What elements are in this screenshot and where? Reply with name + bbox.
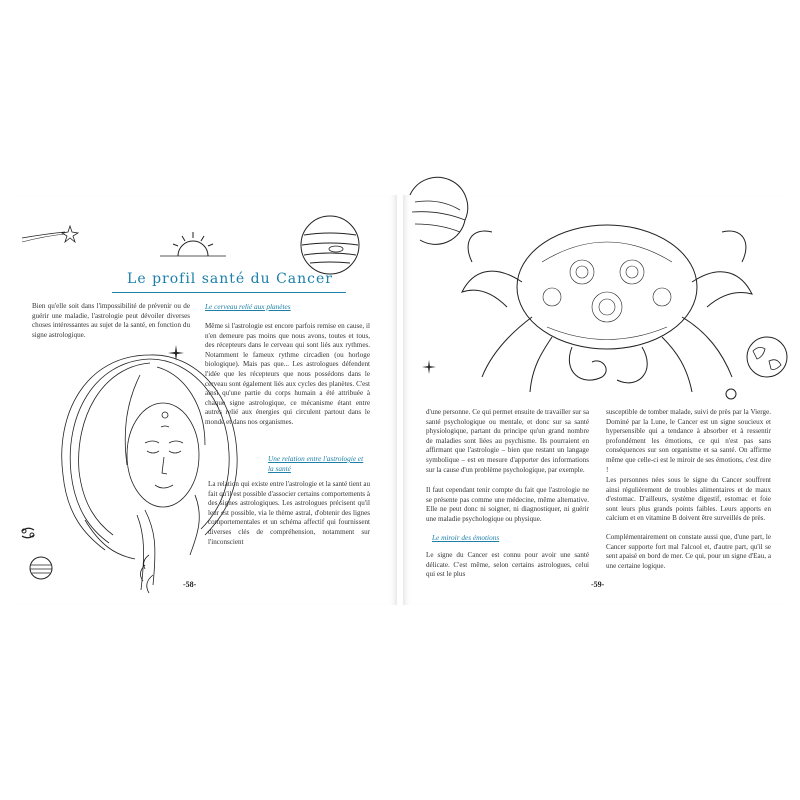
section-heading-relation: Une relation entre l'astrologie et la santé xyxy=(268,454,364,473)
intro-paragraph: Bien qu'elle soit dans l'impossibilité de prévenir ou de guérir une maladie, l'astrologie peut dévoiler diverses choses intéressantes au sujet de la santé, en fonction du signe astrologique. xyxy=(32,302,190,339)
title-underline xyxy=(112,292,346,293)
right-col2-paragraph2: Les personnes nées sous le signe du Cancer souffrent ainsi régulièrement de troubles alimentaires et de maux d'estomac. D'ailleurs, système digestif, estomac et foie sont leurs plus grands points faibles. Leurs apports en calcium et en vitamine B doivent être surveillés de près. xyxy=(606,476,771,523)
section-text-relation: La relation qui existe entre l'astrologie et la santé tient au fait qu'il est possible d'associer certains comportements à des signes astrologiques. Les astrologues précisent qu'il leur est possible, via le thème astral, d'obtenir des lignes comportementales et un schéma affectif qui fournissent diverses clés de compréhension, notamment sur l'inconscient xyxy=(208,480,371,546)
page-number-right: -59- xyxy=(591,580,605,589)
page-title: Le profil santé du Cancer xyxy=(127,271,333,287)
right-col2-paragraph3: Complémentairement on constate aussi que, d'une part, le Cancer supporte fort mal l'alcool et, d'autre part, qu'il se sent apaisé en bord de mer. Ce qui, pour un signe d'Eau, a une certaine logique. xyxy=(606,533,771,570)
section-heading-miroir: Le miroir des émotions xyxy=(432,533,500,542)
section-text-cerveau: Même si l'astrologie est encore parfois remise en cause, il n'en demeure pas moins que nous avons, toutes et tous, des récepteurs dans le cerveau qui sont liés aux rythmes. Notamment le fameux rythme circadien (ou horloge biologique). Mais pas que... Les astrologues défendent l'idée que les récepteurs que nous possédons dans le cerveau sont également liés aux cycles des planètes. C'est ainsi qu'une partie du corps humain a été attribuée à chaque signe astrologique, ce mécanisme étant entre autres relié aux énergies qui circulent partout dans le monde et dans nos organismes. xyxy=(205,322,370,426)
earth-globe-icon xyxy=(745,335,789,379)
right-col2-paragraph1: susceptible de tomber malade, suivi de près par la Vierge. Dominé par la Lune, le Cancer est un signe soucieux et hypersensible qui a tendance à absorber et à ressentir profondément les émotions, ce qui n'est pas sans conséquences sur son organisme et sa santé. On affirme même que celle-ci est le miroir de ses émotions, c'est dire ! xyxy=(606,408,771,474)
right-col1-paragraph1: d'une personne. Ce qui permet ensuite de travailler sur sa santé psychologique ou mentale, et donc sur sa santé physiologique, partant du principe qu'un grand nombre de maladies sont liées au psychisme. Ils pourraient en affirmant que l'astrologie – bien que restant un langage symbolique – est en mesure d'apporter des informations sur la cause d'un problème psychologique, par exemple. xyxy=(426,408,589,474)
page-number-left: -58- xyxy=(183,580,197,589)
cancer-glyph-icon xyxy=(20,526,36,540)
shooting-star-icon xyxy=(20,220,80,250)
right-col1-paragraph3: Le signe du Cancer est connu pour avoir une santé délicate. C'est même, selon certains astrologues, celui qui est le plus xyxy=(426,551,589,579)
planet-jupiter-icon xyxy=(298,213,362,277)
sparkle-icon-right xyxy=(422,360,436,374)
section-heading-cerveau: Le cerveau relié aux planètes xyxy=(205,302,291,311)
right-col1-paragraph2: Il faut cependant tenir compte du fait que l'astrologie ne se présente pas comme une médecine, même alternative. Elle ne peut donc ni soigner, ni diagnostiquer, ni guérir une maladie psychologique ou physique. xyxy=(426,486,589,523)
small-moon-icon xyxy=(725,388,737,400)
sun-icon xyxy=(158,228,228,258)
crab-illustration xyxy=(452,202,757,402)
